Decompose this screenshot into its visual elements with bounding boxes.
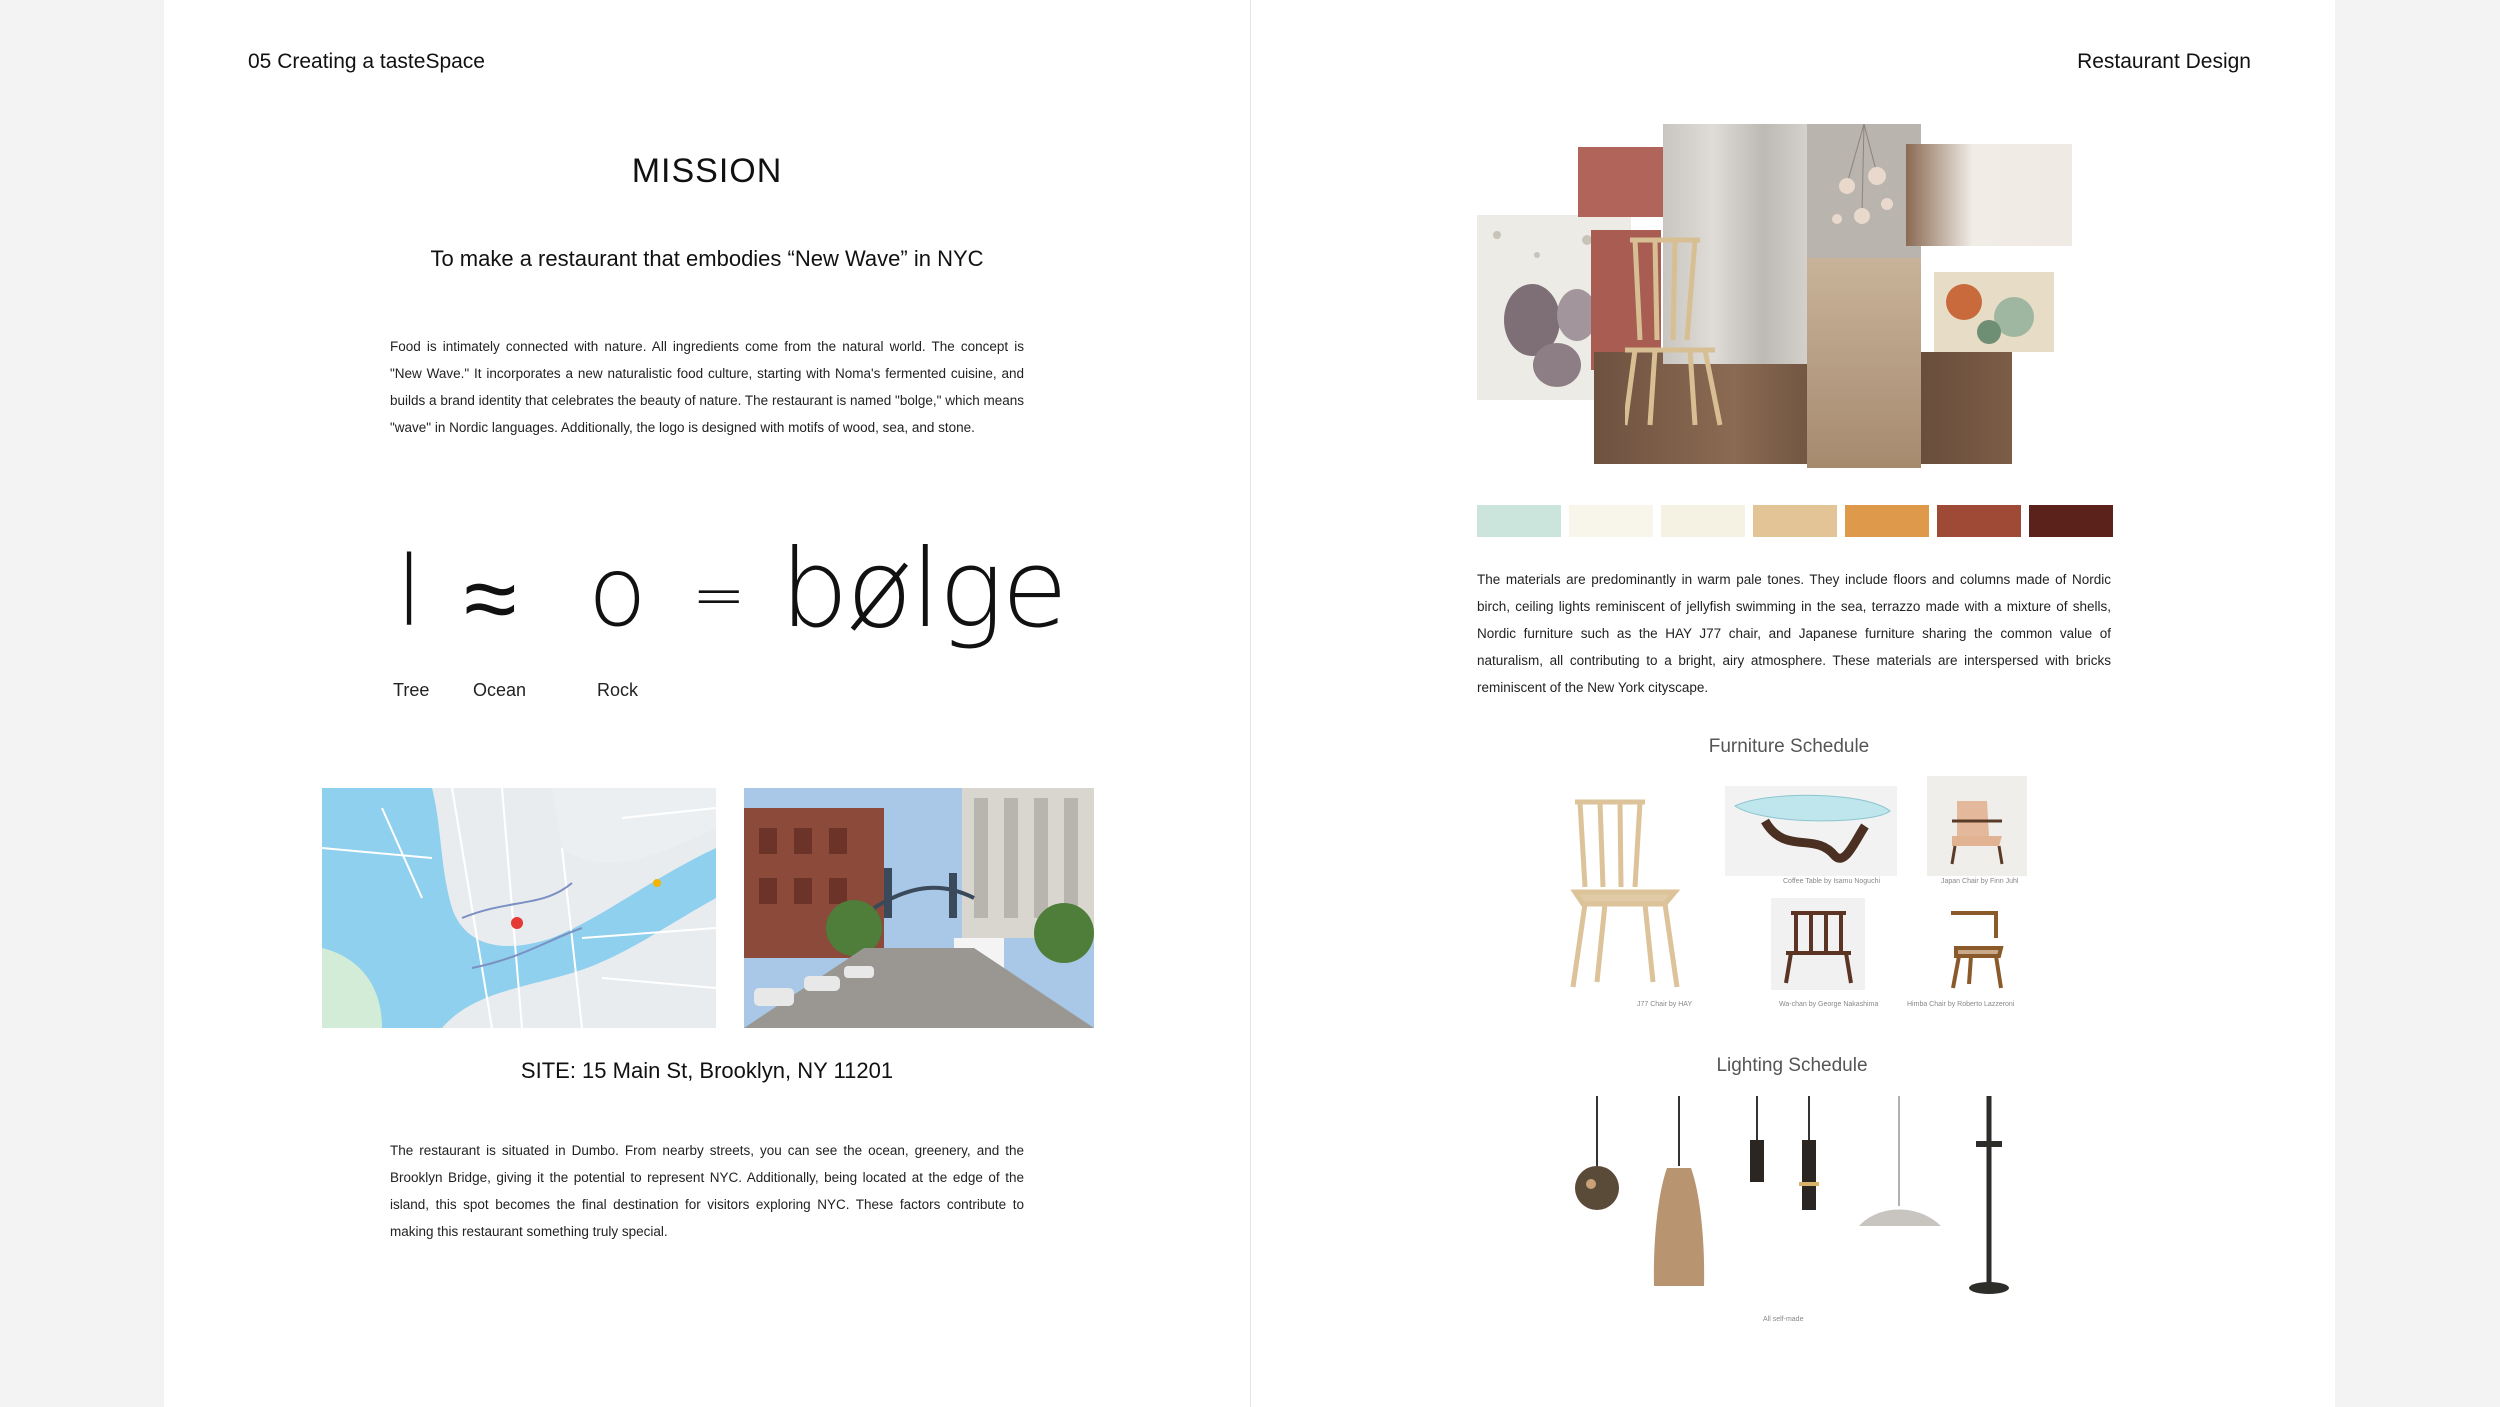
palette-color-7 — [2029, 505, 2113, 537]
coffee-table-caption: Coffee Table by Isamu Noguchi — [1783, 878, 1881, 885]
mission-subtitle: To make a restaurant that embodies “New Wave” in NYC — [430, 246, 984, 271]
jellyfish-light-swatch — [1807, 124, 1921, 259]
ocean-label: Ocean — [473, 680, 527, 700]
palette-color-5 — [1845, 505, 1929, 537]
materials-paragraph: The materials are predominantly in warm pale tones. They include floors and columns made of Nordic birch, ceiling lights reminiscent of jellyfish swimming in the sea, terrazzo made with a mixture of shells, Nordic furniture such as the HAY J77 chair, and Japanese furniture sharing the common value of naturalism, all contributing to a bright, airy atmosphere. These materials are interspersed with bricks reminiscent of the New York cityscape. — [1477, 572, 2111, 695]
tree-label: Tree — [393, 680, 430, 700]
palette-color-6 — [1937, 505, 2021, 537]
brick-swatch — [1578, 147, 1664, 217]
botanical-graphic — [1934, 272, 2054, 352]
section-header: 05 Creating a tasteSpace — [248, 50, 485, 73]
palette-color-4 — [1753, 505, 1837, 537]
palette-color-3 — [1661, 505, 1745, 537]
furniture-schedule-title: Furniture Schedule — [1708, 736, 1870, 757]
palette-color-1 — [1477, 505, 1561, 537]
mission-title: MISSION — [631, 152, 783, 190]
wa-chair-image — [1771, 898, 1865, 990]
equals-sign: = — [692, 559, 746, 633]
street-graphic — [744, 788, 1094, 1028]
japan-chair-caption: Japan Chair by Finn Juhl — [1941, 878, 2019, 885]
site-map-image — [322, 788, 716, 1028]
palette-color-2 — [1569, 505, 1653, 537]
wa-chair-caption: Wa-chan by George Nakashima — [1779, 1001, 1879, 1008]
botanical-swatch — [1934, 272, 2054, 352]
map-graphic — [322, 788, 716, 1028]
tree-glyph: l — [396, 536, 423, 648]
interior-swatch — [1807, 258, 1921, 468]
j77-caption: J77 Chair by HAY — [1637, 1001, 1693, 1008]
noguchi-table-image — [1725, 786, 1897, 876]
logo-wordmark: bølge — [780, 527, 1066, 652]
concept-paragraph: Food is intimately connected with nature. All ingredients come from the natural world. The concept is "New Wave." It incorporates a new naturalistic food culture, starting with Noma's fermented cuisine, and builds a brand identity that celebrates the beauty of nature. The restaurant is named "bolge," which means "wave" in Nordic languages. Additionally, the logo is designed with motifs of wood, sea, and stone. — [390, 339, 1024, 435]
himba-chair-image — [1941, 898, 2011, 990]
japan-chair-image — [1927, 776, 2027, 876]
right-page — [1251, 0, 2335, 1407]
pendant-cluster-graphic — [1807, 124, 1921, 259]
site-address: SITE: 15 Main St, Brooklyn, NY 11201 — [520, 1058, 894, 1083]
rock-glyph: o — [588, 536, 647, 648]
lighting-schedule-title: Lighting Schedule — [1716, 1055, 1868, 1076]
himba-chair-caption: Himba Chair by Roberto Lazzeroni — [1907, 1001, 2015, 1008]
left-page — [164, 0, 1250, 1407]
site-paragraph: The restaurant is situated in Dumbo. From nearby streets, you can see the ocean, greenery, and the Brooklyn Bridge, giving it the potential to represent NYC. Additionally, being located at the edge of the island, this spot becomes the final destination for visitors exploring NYC. These factors contribute to making this restaurant something truly special. — [390, 1143, 1024, 1239]
section-header-right: Restaurant Design — [2077, 50, 2251, 73]
rock-label: Rock — [597, 680, 639, 700]
lighting-caption: All self-made — [1763, 1316, 1804, 1323]
j77-chair-image — [1565, 792, 1685, 992]
ocean-glyph: ≈ — [464, 542, 517, 654]
ceiling-beam-swatch — [1906, 144, 2072, 246]
lighting-group-image — [1569, 1096, 2159, 1296]
moodboard-chair-graphic — [1625, 230, 1725, 430]
site-street-photo — [744, 788, 1094, 1028]
